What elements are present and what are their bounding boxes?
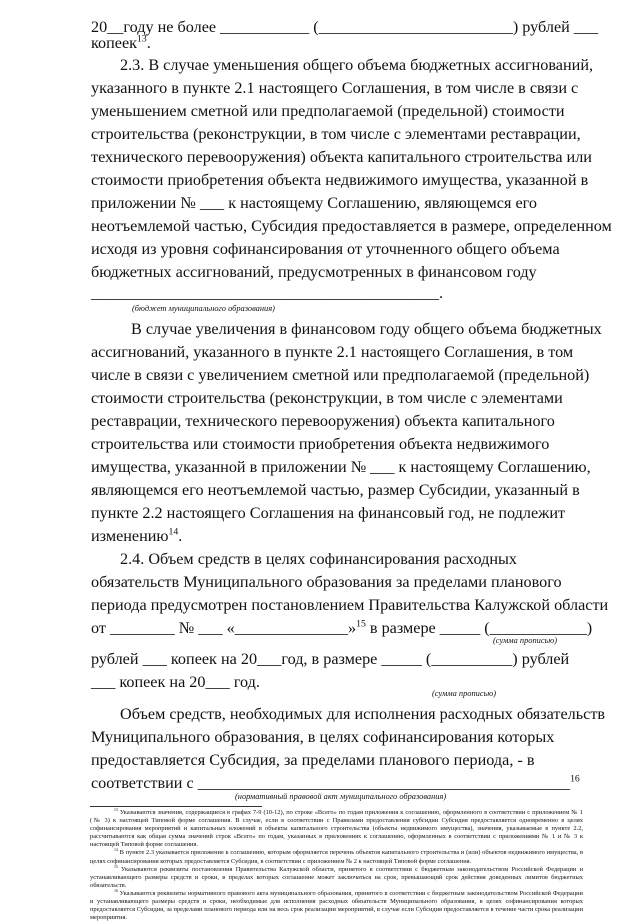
footnote-separator [90,806,262,807]
text-line: предоставляется Субсидия, за пределами планового периода, - в [91,751,535,769]
text-line: Муниципального образования, в целях софинансирования которых [91,728,555,746]
footnote-ref: 16 [570,773,580,785]
text-line: Объем средств, необходимых для исполнения расходных обязательств [120,705,606,723]
text-line: являющемся его неотъемлемой частью, размер Субсидии, указанный в [91,481,580,499]
text-line: изменению$^{14}$. [91,526,183,545]
text-line: неотъемлемой частью, Субсидия предоставляется в размере, определенном [91,217,612,235]
text-line: уменьшением сметной или предполагаемой (предельной) стоимости [91,102,565,120]
text-line: приложении № ___ к настоящему Соглашению, являющемся его [91,194,537,212]
text-line: числе в связи с увеличением сметной или предполагаемой (предельной) [91,366,590,384]
text-line: строительства (реконструкции, в том числе с элементами реставрации, [91,125,581,143]
footnote-13: $^{13}$ Указываются значения, содержащиеся в графах 7-9 (10-12), по строке «Всего» по годам приложения к соглашению, оформленного в соответствии с приложением № 1 (№ 3) к настоящей Типовой форме соглашения. В случае, если в соответствии с Правилами предоставления субсидии Субсидия предоставляется одновременно в целях софинансирования мероприятий и капитальных вложений в объекты капитального строительства (объекты недвижимого имущества), значения, указываемые в пункте 2.2, рассчитываются как общая сумма значений строк «Всего» по годам, указанных в приложениях к соглашению, оформленных в соответствии с приложениями № 1 и № 3 к настоящей Типовой форме соглашения. [90,807,583,849]
text-line: 2.3. В случае уменьшения общего объема бюджетных ассигнований, [120,56,594,74]
text-line: соответствии с ______________________________________________$^{16}$ [91,773,580,792]
text-line: обязательств Муниципального образования за пределами планового [91,573,562,591]
text-line: ___ копеек на 20___ год. [91,673,260,691]
footnote-ref: 15 [356,618,366,630]
field-caption: (сумма прописью) [493,636,558,645]
text-line: технического перевооружения) объекта капитального строительства или [91,148,592,166]
text-line: строительства или стоимости приобретения объекта недвижимого [91,435,550,453]
footnotes [90,809,583,922]
text-line: реставрации, технического перевооружения) объекта капитального [91,412,555,430]
text-line: пункте 2.2 настоящего Соглашения на финансовый год, не подлежит [91,504,566,522]
text-line: ассигнований, указанного в пункте 2.1 настоящего Соглашения, в том [91,343,574,361]
text-line: стоимости строительства (реконструкции, в том числе с элементами [91,389,563,407]
text-line: ___________________________________________. [91,284,444,302]
field-caption: (бюджет муниципального образования) [132,304,275,313]
footnote-ref: 13 [137,33,147,45]
footnote-16: $^{16}$ Указываются реквизиты нормативного правового акта муниципального образования, принятого в соответствии с бюджетным законодательством Российской Федерации и устанавливающего размеры средств и сроки, необходимые для исполнения расходных обязательств Муниципального образования, в целях софинансирования которых предоставляется Субсидия, за пределами планового периода или на весь срок реализации мероприятий, в случае если Субсидия предоставляется в течение части срока реализации мероприятия. [90,888,583,922]
text-line: имущества, указанной в приложении № ___ к настоящему Соглашению, [91,458,591,476]
text-line: копеек$^{13}$. [91,33,151,52]
text-line: 20__году не более ___________ (________________________) рублей ___ [91,18,599,36]
text-line: рублей ___ копеек на 20___год, в размере _____ (__________) рублей [91,650,570,668]
text-line: от ________ № ___ «______________»$^{15}$ в размере _____ (____________) [91,618,593,637]
text-line: указанного в пункте 2.1 настоящего Соглашения, в том числе в связи с [91,79,579,97]
field-caption: (сумма прописью) [432,689,497,698]
footnote-14: $^{14}$ В пункте 2.3 указывается приложение к соглашению, которым оформляется перечень объектов капитального строительства и (или) объектов недвижимого имущества, в целях софинансирования которых предоставляется Субсидия, в соответствии с приложением № 2 к настоящей Типовой форме соглашения. [90,848,583,865]
field-caption: (нормативный правовой акт муниципального образования) [235,792,447,801]
text-line: В случае увеличения в финансовом году общего объема бюджетных [131,320,602,338]
text-line: 2.4. Объем средств в целях софинансирования расходных [120,550,517,568]
text-line: исходя из уровня софинансирования от уточненного общего объема [91,240,560,258]
text-line: периода предусмотрен постановлением Правительства Калужской области [91,596,609,614]
footnote-ref: 14 [168,526,179,538]
footnote-15: $^{15}$ Указываются реквизиты постановления Правительства Калужской области, принятого в соответствии с бюджетным законодательством Российской Федерации и устанавливающего размеры средств и сроки, в пределах которых соглашение может заключаться на срок, превышающий срок действия доведенных лимитов бюджетных обязательств. [90,864,583,889]
text-line: бюджетных ассигнований, предусмотренных в финансовом году [91,263,537,281]
text-line: стоимости приобретения объекта недвижимого имущества, указанной в [91,171,589,189]
